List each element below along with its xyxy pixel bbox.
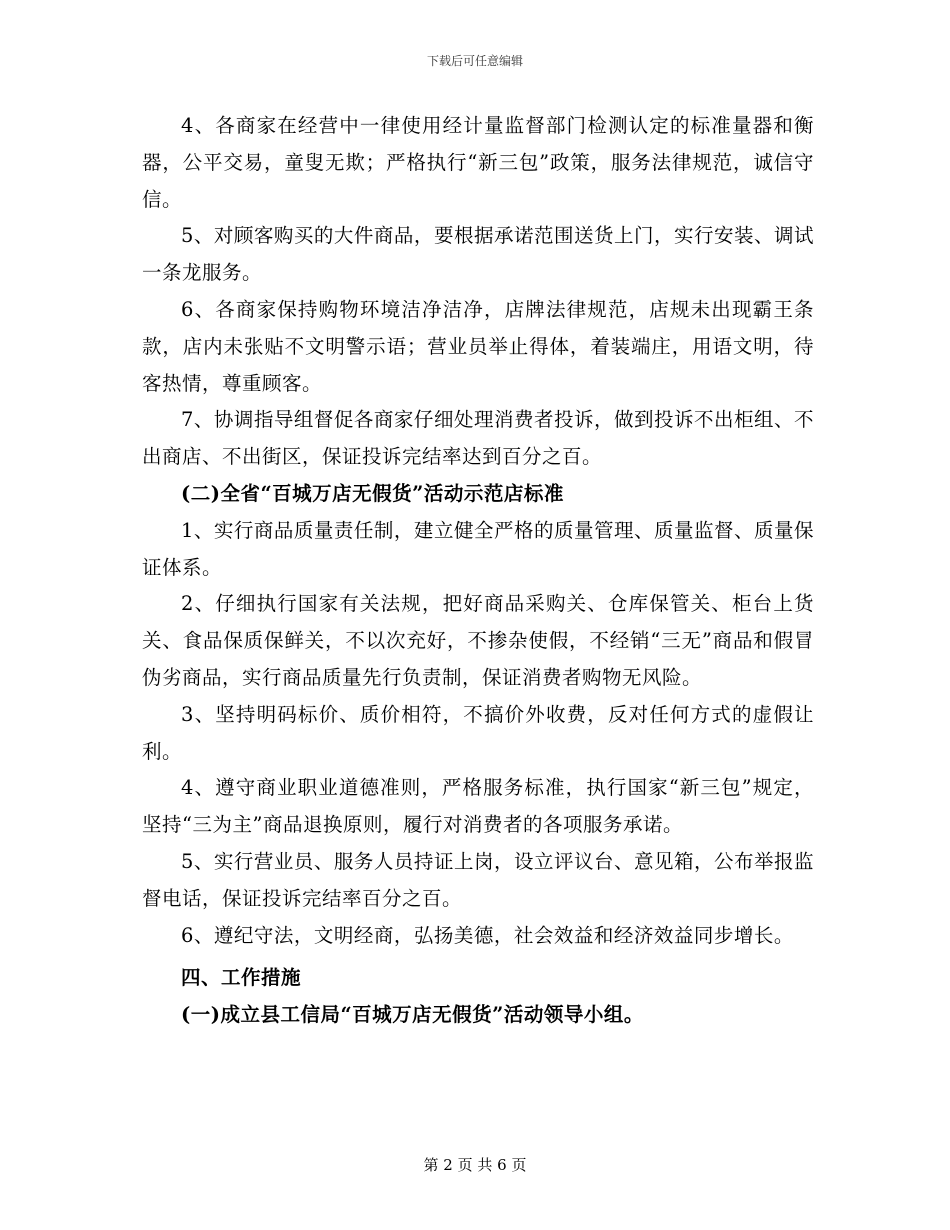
document-body [142, 108, 814, 1034]
paragraph: 3、坚持明码标价、质价相符，不搞价外收费，反对任何方式的虚假让利。 [142, 702, 814, 763]
page-header: 下载后可任意编辑 [426, 54, 523, 68]
paragraph: 1、实行商品质量责任制，建立健全严格的质量管理、质量监督、质量保证体系。 [142, 518, 814, 579]
paragraph: 2、仔细执行国家有关法规，把好商品采购关、仓库保管关、柜台上货关、食品保质保鲜关，不以次充好，不掺杂使假，不经销“三无”商品和假冒伪劣商品，实行商品质量先行负责制，保证消费者购物无风险。 [142, 592, 814, 689]
section-heading: (一)成立县工信局“百城万店无假货”活动领导小组。 [181, 1003, 644, 1027]
section-heading: 四、工作措施 [181, 966, 302, 990]
paragraph: 5、对顾客购买的大件商品，要根据承诺范围送货上门，实行安装、调试一条龙服务。 [142, 224, 814, 285]
paragraph: 4、遵守商业职业道德准则，严格服务标准，执行国家“新三包”规定，坚持“三为主”商品退换原则，履行对消费者的各项服务承诺。 [142, 776, 814, 837]
section-heading: (二)全省“百城万店无假货”活动示范店标准 [181, 481, 564, 505]
paragraph: 6、遵纪守法，文明经商，弘扬美德，社会效益和经济效益同步增长。 [181, 923, 794, 947]
paragraph: 6、各商家保持购物环境洁净洁净，店牌法律规范，店规未出现霸王条款，店内未张贴不文明警示语；营业员举止得体，着装端庄，用语文明，待客热情，尊重顾客。 [142, 297, 814, 395]
paragraph: 7、协调指导组督促各商家仔细处理消费者投诉，做到投诉不出柜组、不出商店、不出街区，保证投诉完结率达到百分之百。 [142, 408, 814, 469]
paragraph: 4、各商家在经营中一律使用经计量监督部门检测认定的标准量器和衡器，公平交易，童叟无欺；严格执行“新三包”政策，服务法律规范，诚信守信。 [142, 114, 814, 211]
page-footer: 第 2 页 共 6 页 [423, 1156, 527, 1174]
paragraph: 5、实行营业员、服务人员持证上岗，设立评议台、意见箱，公布举报监督电话，保证投诉完结率百分之百。 [142, 849, 814, 910]
